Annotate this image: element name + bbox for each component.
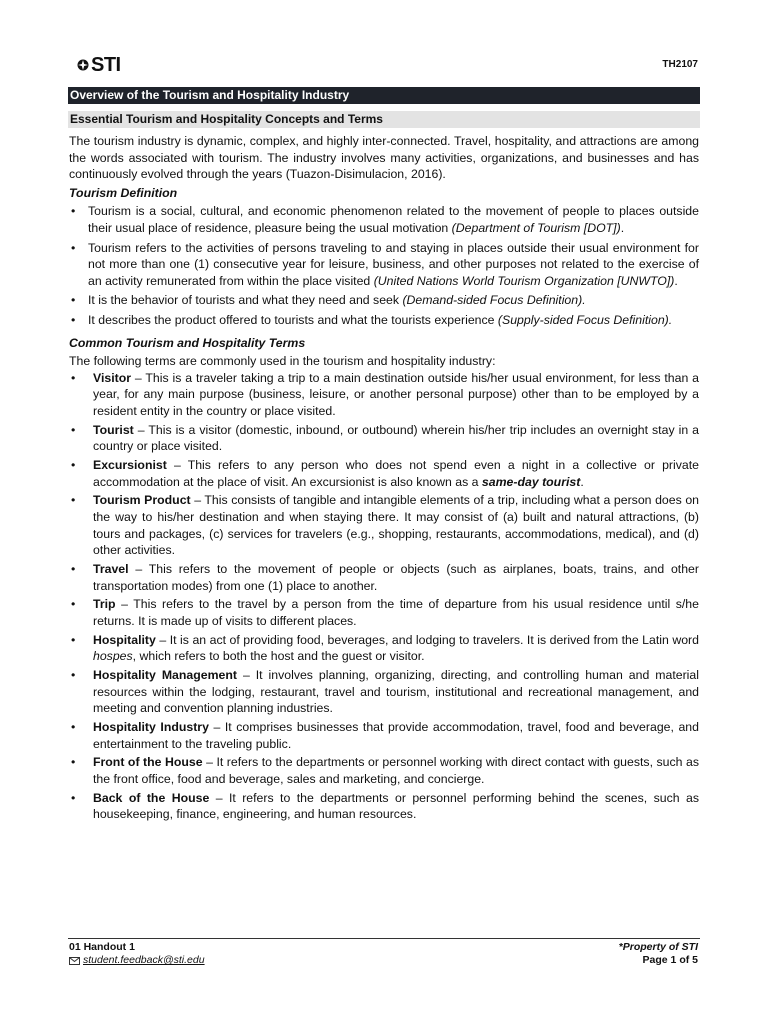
envelope-icon: [69, 957, 80, 965]
definition-list: [69, 203, 699, 328]
sti-logo: [77, 54, 121, 76]
term-item-back-of-house: • Back of the House – It refers to the departments or personnel performing behind the scenes, such as housekeeping, finance, engineering, and human resources.: [69, 790, 699, 823]
logo-text: STI: [91, 54, 121, 76]
terms-heading: Common Tourism and Hospitality Terms: [69, 335, 306, 350]
definition-heading: Tourism Definition: [69, 185, 178, 200]
term-item-hospitality-industry: • Hospitality Industry – It comprises businesses that provide accommodation, travel, food and beverage, and entertainment to the traveling public.: [69, 719, 699, 752]
title-bar: Overview of the Tourism and Hospitality Industry: [68, 87, 700, 104]
term-item-tourism-product: • Tourism Product – This consists of tangible and intangible elements of a trip, including what a person does on the way to his/her destination and when staying there. It may consist of (a) built and natural attractions, (b) tours and packages, (c) services for travelers (e.g., shopping, restaurants, accommodations, medical), and (d) other activities.: [69, 492, 699, 558]
term-item-hospitality-management: • Hospitality Management – It involves planning, organizing, directing, and controlling human and material resources within the lodging, restaurant, travel and tourism, institutional and recreational management, and meeting and convention planning industries.: [69, 667, 699, 717]
term-item-excursionist: • Excursionist – This refers to any person who does not spend even a night in a collective or private accommodation at the place of visit. An excursionist is also known as a same-day tourist.: [69, 457, 699, 490]
terms-list: [69, 370, 699, 823]
definition-item: • Tourism refers to the activities of persons traveling to and staying in places outside their usual environment for not more than one (1) consecutive year for leisure, business, and other purposes not related to the exercise of an activity remunerated from within the place visited (United Nations World Tourism Organization [UNWTO]).: [69, 240, 699, 290]
term-item-trip: • Trip – This refers to the travel by a person from the time of departure from his usual residence until s/he returns. It is made up of visits to different places.: [69, 596, 699, 629]
content-body: [69, 133, 699, 825]
email-link[interactable]: student.feedback@sti.edu: [83, 954, 205, 966]
footer-email: [69, 954, 205, 967]
page-number: Page 1 of 5: [642, 954, 698, 966]
document-code: TH2107: [662, 59, 698, 70]
sti-logo-icon: [77, 57, 89, 73]
section-bar: Essential Tourism and Hospitality Concepts and Terms: [68, 111, 700, 128]
term-item-visitor: • Visitor – This is a traveler taking a trip to a main destination outside his/her usual environment, for less than a year, for any main purpose (business, leisure, or another personal purpose) other than to be employed by a resident entity in the country or place visited.: [69, 370, 699, 420]
definition-item: • It is the behavior of tourists and what they need and seek (Demand-sided Focus Definition).: [69, 292, 699, 309]
handout-label: 01 Handout 1: [69, 941, 135, 953]
intro-paragraph: The tourism industry is dynamic, complex, and highly inter-connected. Travel, hospitality, and attractions are among the words associated with tourism. The industry involves many activities, organizations, and businesses and has continuously evolved through the years (Tuazon-Disimulacion, 2016).: [69, 134, 699, 182]
footer-left: [69, 941, 205, 967]
footer-right: [619, 941, 698, 967]
term-item-travel: • Travel – This refers to the movement of people or objects (such as airplanes, boats, trains, and other transportation modes) from one (1) place to another.: [69, 561, 699, 594]
footer-divider: [68, 938, 700, 939]
terms-intro: The following terms are commonly used in the tourism and hospitality industry:: [69, 354, 496, 369]
definition-item: • Tourism is a social, cultural, and economic phenomenon related to the movement of people to places outside their usual place of residence, pleasure being the usual motivation (Department of Tourism [DOT]).: [69, 203, 699, 236]
term-item-hospitality: • Hospitality – It is an act of providing food, beverages, and lodging to travelers. It is derived from the Latin word hospes, which refers to both the host and the guest or visitor.: [69, 632, 699, 665]
definition-item: • It describes the product offered to tourists and what the tourists experience (Supply-sided Focus Definition).: [69, 312, 699, 329]
property-label: *Property of STI: [618, 941, 698, 953]
term-item-tourist: • Tourist – This is a visitor (domestic, inbound, or outbound) wherein his/her trip includes an overnight stay in a country or place visited.: [69, 422, 699, 455]
term-item-front-of-house: • Front of the House – It refers to the departments or personnel working with direct contact with guests, such as the front office, food and beverage, sales and marketing, and concierge.: [69, 754, 699, 787]
